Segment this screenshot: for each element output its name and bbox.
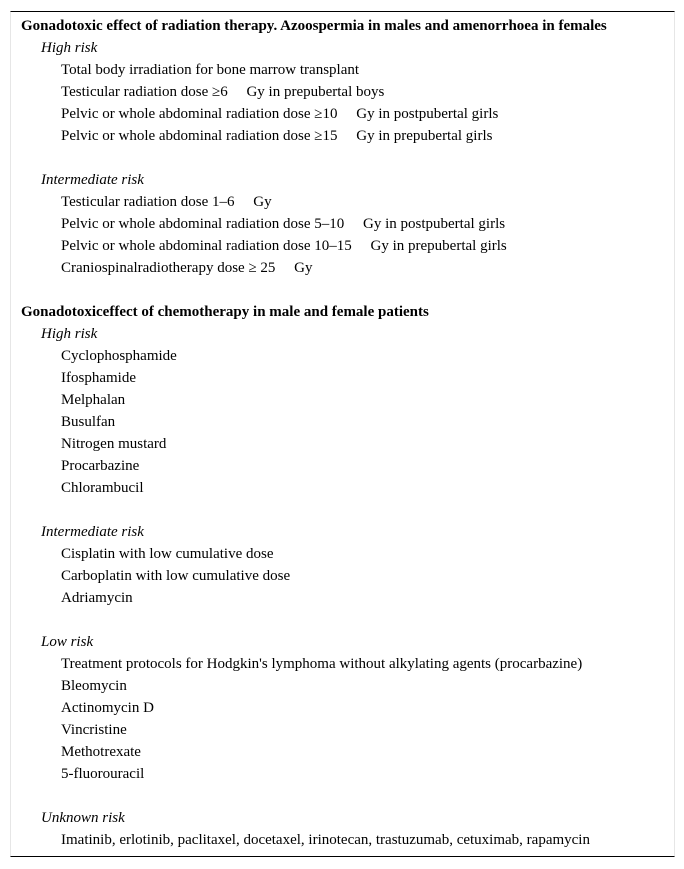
risk-label-chemo-unknown: Unknown risk: [41, 810, 125, 826]
table-row: Actinomycin D: [61, 700, 154, 716]
row-spacer: [11, 499, 674, 521]
table-row: Busulfan: [61, 414, 116, 430]
row-spacer: [11, 279, 674, 301]
table-row: Pelvic or whole abdominal radiation dose 5–10 Gy in postpubertal girls: [61, 216, 506, 232]
table-row: Carboplatin with low cumulative dose: [61, 568, 291, 584]
table-row: Methotrexate: [61, 744, 141, 760]
table-row: Adriamycin: [61, 590, 133, 606]
table-row: Chlorambucil: [61, 480, 144, 496]
row-spacer: [11, 147, 674, 169]
gonadotoxicity-table: [10, 11, 675, 857]
table-row: Craniospinalradiotherapy dose ≥ 25 Gy: [61, 260, 313, 276]
section-title-chemotherapy: Gonadotoxiceffect of chemotherapy in male and female patients: [21, 304, 429, 320]
table-row: 5-fluorouracil: [61, 766, 145, 782]
risk-label-chemo-high: High risk: [41, 326, 98, 342]
table-row: Melphalan: [61, 392, 126, 408]
row-spacer: [11, 609, 674, 631]
row-spacer: [11, 785, 674, 807]
table-row: Testicular radiation dose 1–6 Gy: [61, 194, 272, 210]
table-row: Testicular radiation dose ≥6 Gy in prepubertal boys: [61, 84, 385, 100]
table-row: Treatment protocols for Hodgkin's lymphoma without alkylating agents (procarbazine): [61, 656, 583, 672]
risk-label-radiation-intermediate: Intermediate risk: [41, 172, 144, 188]
table-row: Pelvic or whole abdominal radiation dose ≥10 Gy in postpubertal girls: [61, 106, 499, 122]
table-row: Imatinib, erlotinib, paclitaxel, docetaxel, irinotecan, trastuzumab, cetuximab, rapamycin: [61, 832, 590, 848]
table-row: Nitrogen mustard: [61, 436, 167, 452]
table-row: Total body irradiation for bone marrow transplant: [61, 62, 360, 78]
risk-label-radiation-high: High risk: [41, 40, 98, 56]
table-row: Pelvic or whole abdominal radiation dose 10–15 Gy in prepubertal girls: [61, 238, 507, 254]
table-row: Cisplatin with low cumulative dose: [61, 546, 274, 562]
section-title-radiation: Gonadotoxic effect of radiation therapy. Azoospermia in males and amenorrhoea in females: [21, 18, 607, 34]
table-row: Ifosphamide: [61, 370, 136, 386]
table-row: Procarbazine: [61, 458, 140, 474]
risk-label-chemo-low: Low risk: [41, 634, 94, 650]
table-row: Bleomycin: [61, 678, 127, 694]
table-row: Pelvic or whole abdominal radiation dose ≥15 Gy in prepubertal girls: [61, 128, 493, 144]
table-row: Cyclophosphamide: [61, 348, 177, 364]
table-row: Vincristine: [61, 722, 127, 738]
risk-label-chemo-intermediate: Intermediate risk: [41, 524, 144, 540]
